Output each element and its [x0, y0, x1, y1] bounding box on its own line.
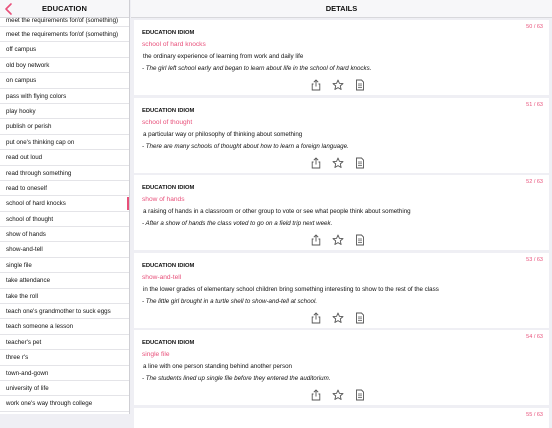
list-item[interactable]: teacher's pet — [0, 335, 129, 350]
list-item[interactable]: meet the requirements for/of (something) — [0, 18, 129, 27]
card-actions — [310, 312, 370, 324]
list-item[interactable]: show-and-tell — [0, 242, 129, 257]
share-icon[interactable] — [310, 389, 322, 401]
list-title: EDUCATION — [42, 4, 87, 13]
card-term: school of thought — [142, 119, 193, 126]
star-icon[interactable] — [332, 389, 344, 401]
idiom-card — [134, 175, 549, 250]
document-icon[interactable] — [354, 79, 366, 91]
card-definition: the ordinary experience of learning from work and daily life — [143, 53, 304, 60]
card-term: show of hands — [142, 196, 185, 203]
card-term: single file — [142, 351, 170, 358]
list-item[interactable]: take attendance — [0, 273, 129, 288]
card-category: EDUCATION IDIOM — [142, 30, 195, 36]
star-icon[interactable] — [332, 312, 344, 324]
card-category: EDUCATION IDIOM — [142, 340, 195, 346]
star-icon[interactable] — [332, 234, 344, 246]
card-actions — [310, 79, 370, 91]
idiom-card — [134, 20, 549, 95]
document-icon[interactable] — [354, 389, 366, 401]
share-icon[interactable] — [310, 234, 322, 246]
list-item[interactable]: meet the requirements for/of (something) — [0, 27, 129, 42]
list-item[interactable]: on campus — [0, 73, 129, 88]
list-item[interactable]: three r's — [0, 350, 129, 365]
list-item[interactable]: old boy network — [0, 58, 129, 73]
card-counter: 54 / 63 — [526, 334, 543, 340]
card-definition: a particular way or philosophy of thinking about something — [143, 131, 303, 138]
list-item[interactable]: pass with flying colors — [0, 89, 129, 104]
card-example: - The girl left school early and began to learn about life in the school of hard knocks. — [142, 65, 372, 72]
card-example: - There are many schools of thought about how to learn a foreign language. — [142, 143, 349, 150]
list-item[interactable]: read to oneself — [0, 181, 129, 196]
share-icon[interactable] — [310, 79, 322, 91]
list-item[interactable]: single file — [0, 258, 129, 273]
idiom-card — [134, 330, 549, 405]
card-definition: a line with one person standing behind another person — [143, 363, 292, 370]
idiom-list — [0, 18, 129, 412]
list-item[interactable]: read through something — [0, 166, 129, 181]
star-icon[interactable] — [332, 79, 344, 91]
list-item-selected[interactable]: school of hard knocks — [0, 196, 129, 211]
card-example: - The little girl brought in a turtle shell to show-and-tell at school. — [142, 298, 318, 305]
document-icon[interactable] — [354, 234, 366, 246]
card-counter: 50 / 63 — [526, 24, 543, 30]
star-icon[interactable] — [332, 157, 344, 169]
card-actions — [310, 389, 370, 401]
card-definition: a raising of hands in a classroom or other group to vote or see what people think about something — [143, 208, 411, 215]
list-item[interactable]: put one's thinking cap on — [0, 135, 129, 150]
card-category: EDUCATION IDIOM — [142, 185, 195, 191]
document-icon[interactable] — [354, 157, 366, 169]
list-item[interactable]: town-and-gown — [0, 366, 129, 381]
card-counter: 52 / 63 — [526, 179, 543, 185]
idiom-card — [134, 408, 549, 428]
list-item[interactable]: show of hands — [0, 227, 129, 242]
card-category: EDUCATION IDIOM — [142, 263, 195, 269]
list-item[interactable]: school of thought — [0, 212, 129, 227]
card-term: school of hard knocks — [142, 41, 206, 48]
card-category: EDUCATION IDIOM — [142, 108, 195, 114]
card-example: - After a show of hands the class voted to go on a field trip next week. — [142, 220, 333, 227]
card-definition: in the lower grades of elementary school children bring something interesting to show to the rest of the class — [143, 286, 439, 293]
idiom-list-pane — [0, 0, 130, 414]
list-item[interactable]: read out loud — [0, 150, 129, 165]
list-header — [0, 0, 129, 18]
share-icon[interactable] — [310, 312, 322, 324]
list-item[interactable]: teach someone a lesson — [0, 319, 129, 334]
card-actions — [310, 234, 370, 246]
card-counter: 53 / 63 — [526, 257, 543, 263]
idiom-card — [134, 98, 549, 173]
list-item[interactable]: university of life — [0, 381, 129, 396]
list-item[interactable]: work one's way through college — [0, 396, 129, 411]
list-item[interactable]: publish or perish — [0, 119, 129, 134]
list-item[interactable]: off campus — [0, 42, 129, 57]
card-counter: 51 / 63 — [526, 102, 543, 108]
idiom-card — [134, 253, 549, 328]
card-example: - The students lined up single file before they entered the auditorium. — [142, 375, 331, 382]
details-title: DETAILS — [131, 0, 552, 18]
list-item[interactable]: take the roll — [0, 289, 129, 304]
list-item[interactable]: teach one's grandmother to suck eggs — [0, 304, 129, 319]
card-actions — [310, 157, 370, 169]
document-icon[interactable] — [354, 312, 366, 324]
card-counter: 55 / 63 — [526, 412, 543, 418]
details-pane — [131, 0, 552, 418]
share-icon[interactable] — [310, 157, 322, 169]
list-item[interactable]: play hooky — [0, 104, 129, 119]
card-term: show-and-tell — [142, 274, 182, 281]
